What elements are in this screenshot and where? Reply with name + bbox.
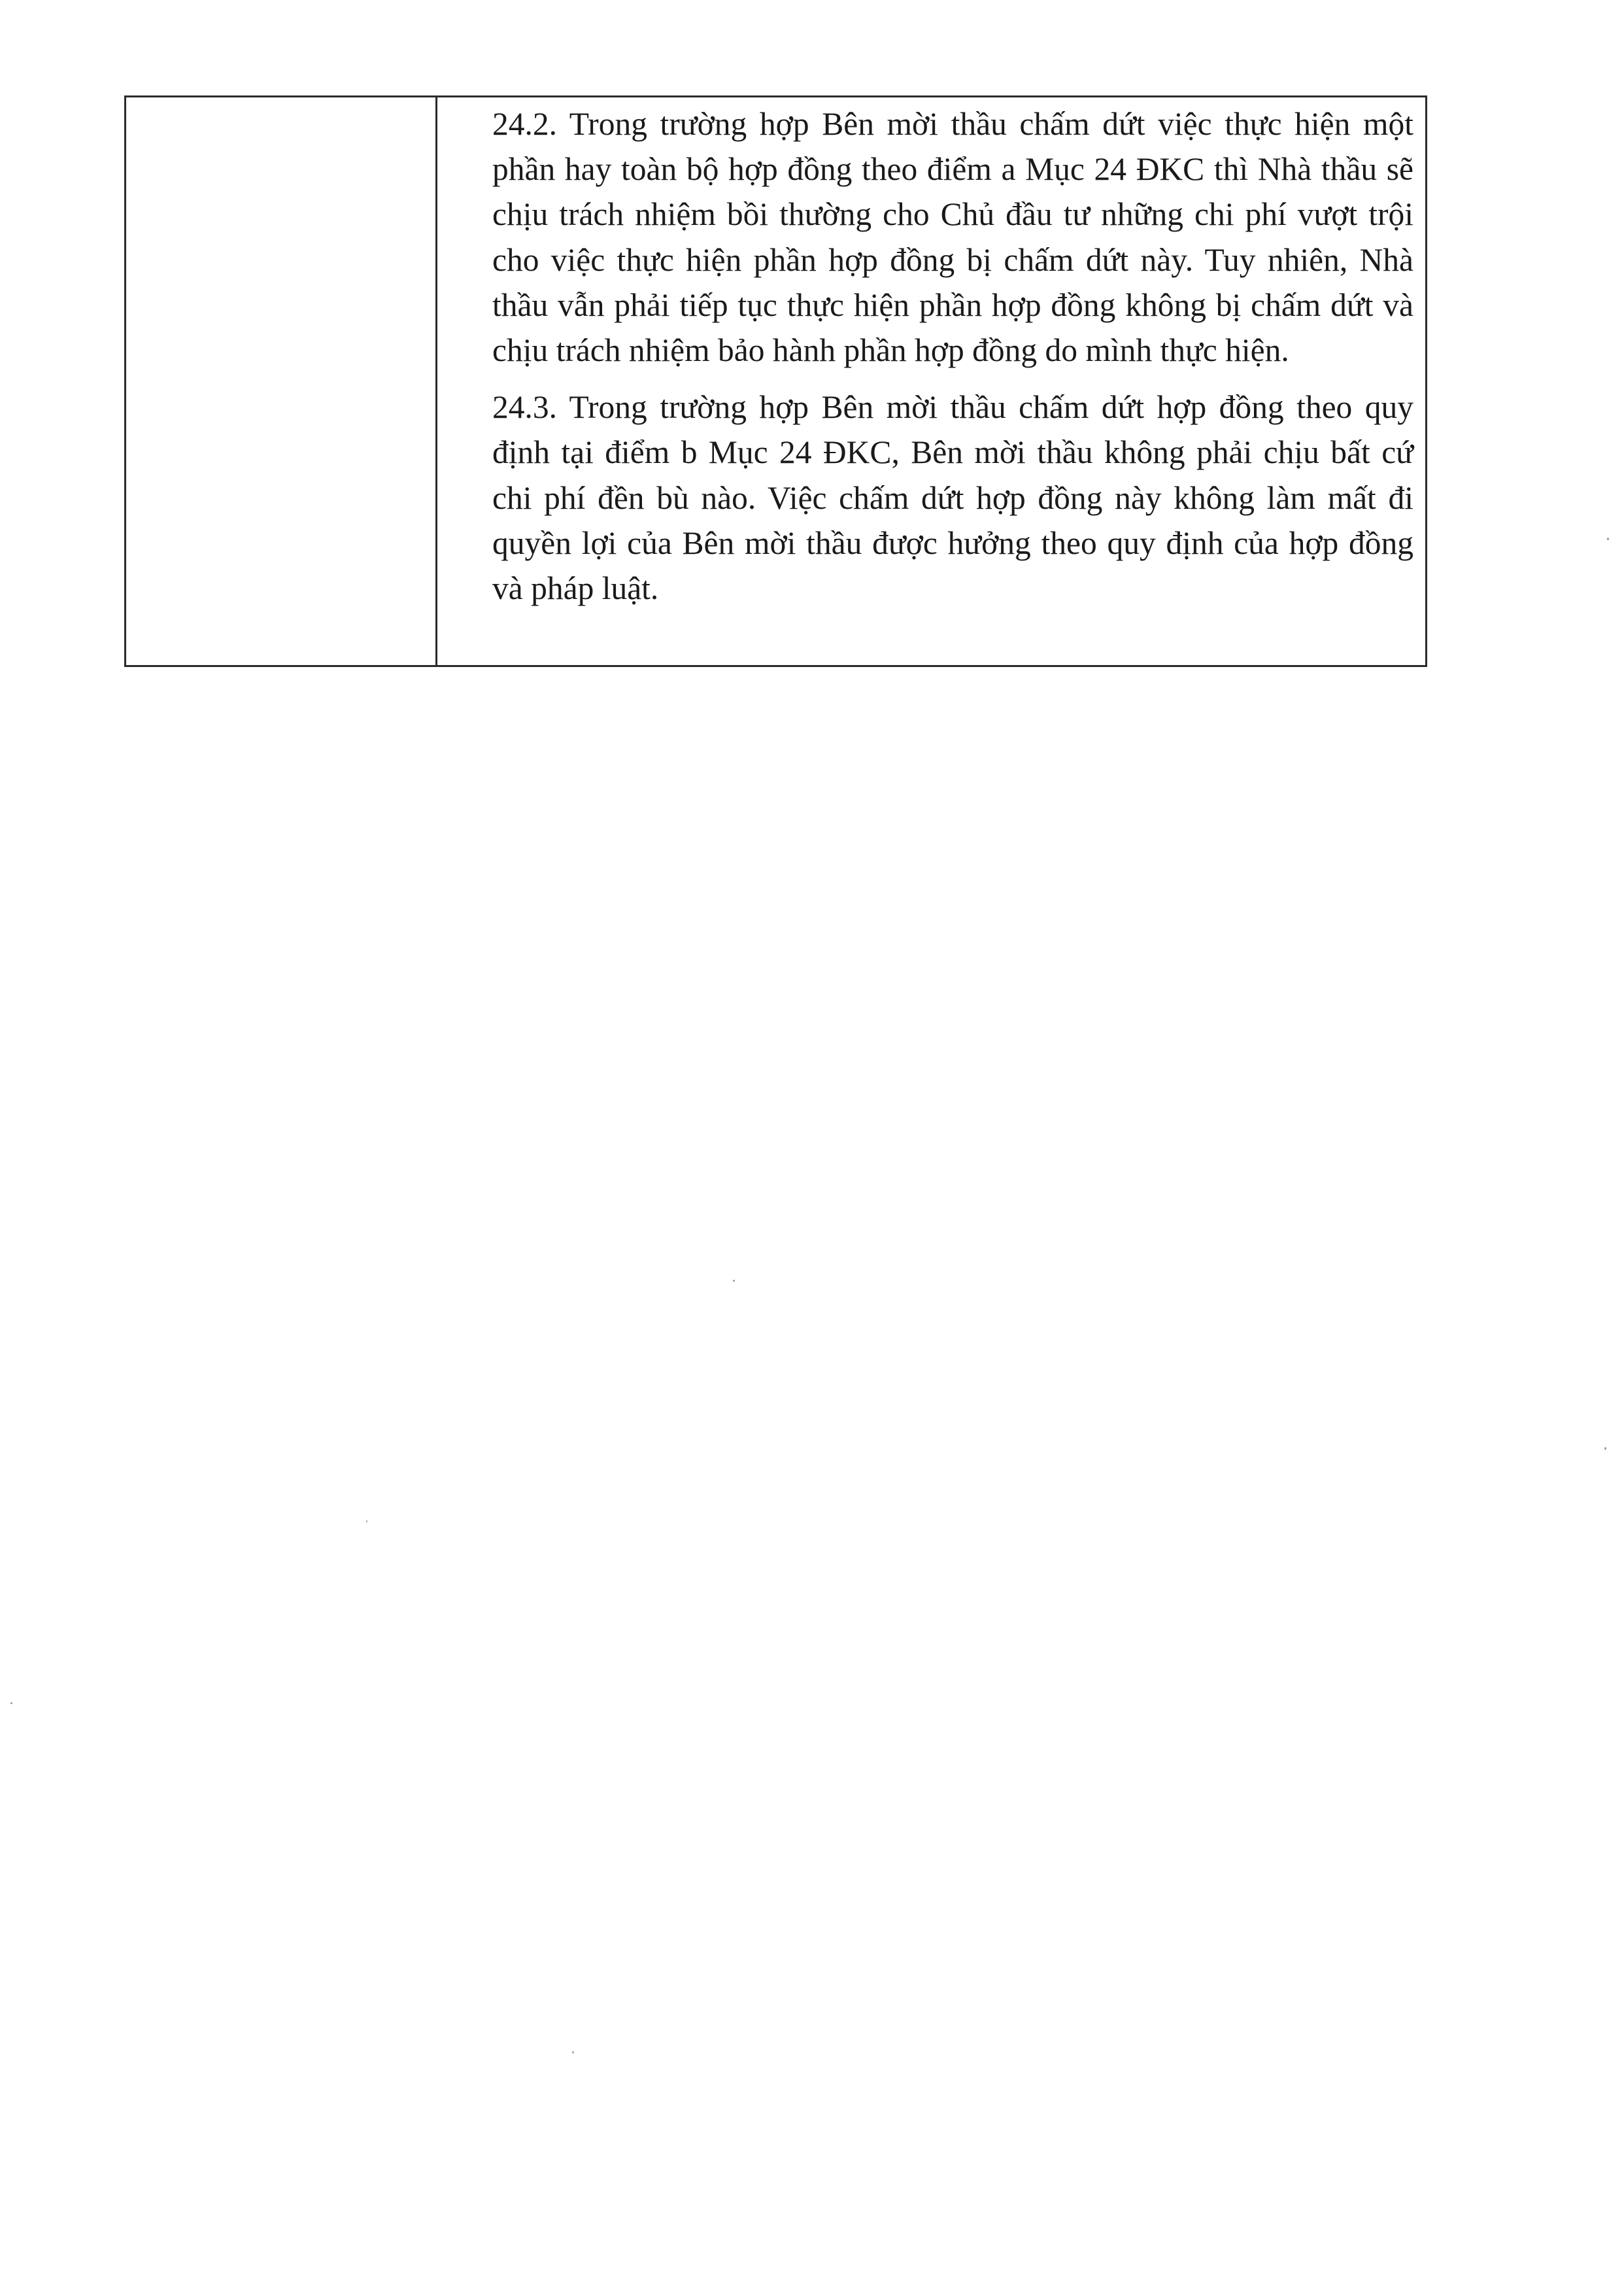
table-cell-clause-text [437,97,1427,666]
clause-24-3-paragraph: 24.3. Trong trường hợp Bên mời thầu chấm dứt hợp đồng theo quy định tại điểm b Mục 24 ĐKC, Bên mời thầu không phải chịu bất cứ chi phí đền bù nào. Việc chấm dứt hợp đồng này không làm mất đi quyền lợi của Bên mời thầu được hưởng theo quy định của hợp đồng và pháp luật. [492,389,1413,607]
table-row [126,97,1427,666]
scan-speck [1607,538,1609,540]
scan-speck [10,1702,12,1704]
scan-speck [572,2051,574,2053]
clause-24-2-paragraph: 24.2. Trong trường hợp Bên mời thầu chấm dứt việc thực hiện một phần hay toàn bộ hợp đồng theo điểm a Mục 24 ĐKC thì Nhà thầu sẽ chịu trách nhiệm bồi thường cho Chủ đầu tư những chi phí vượt trội cho việc thực hiện phần hợp đồng bị chấm dứt này. Tuy nhiên, Nhà thầu vẫn phải tiếp tục thực hiện phần hợp đồng không bị chấm dứt và chịu trách nhiệm bảo hành phần hợp đồng do mình thực hiện. [492,106,1413,369]
scan-speck [733,1280,735,1282]
table-cell-left-empty [126,97,437,666]
scan-speck [1604,1447,1606,1450]
contract-clause-table [124,95,1427,667]
scan-speck [366,1520,367,1522]
